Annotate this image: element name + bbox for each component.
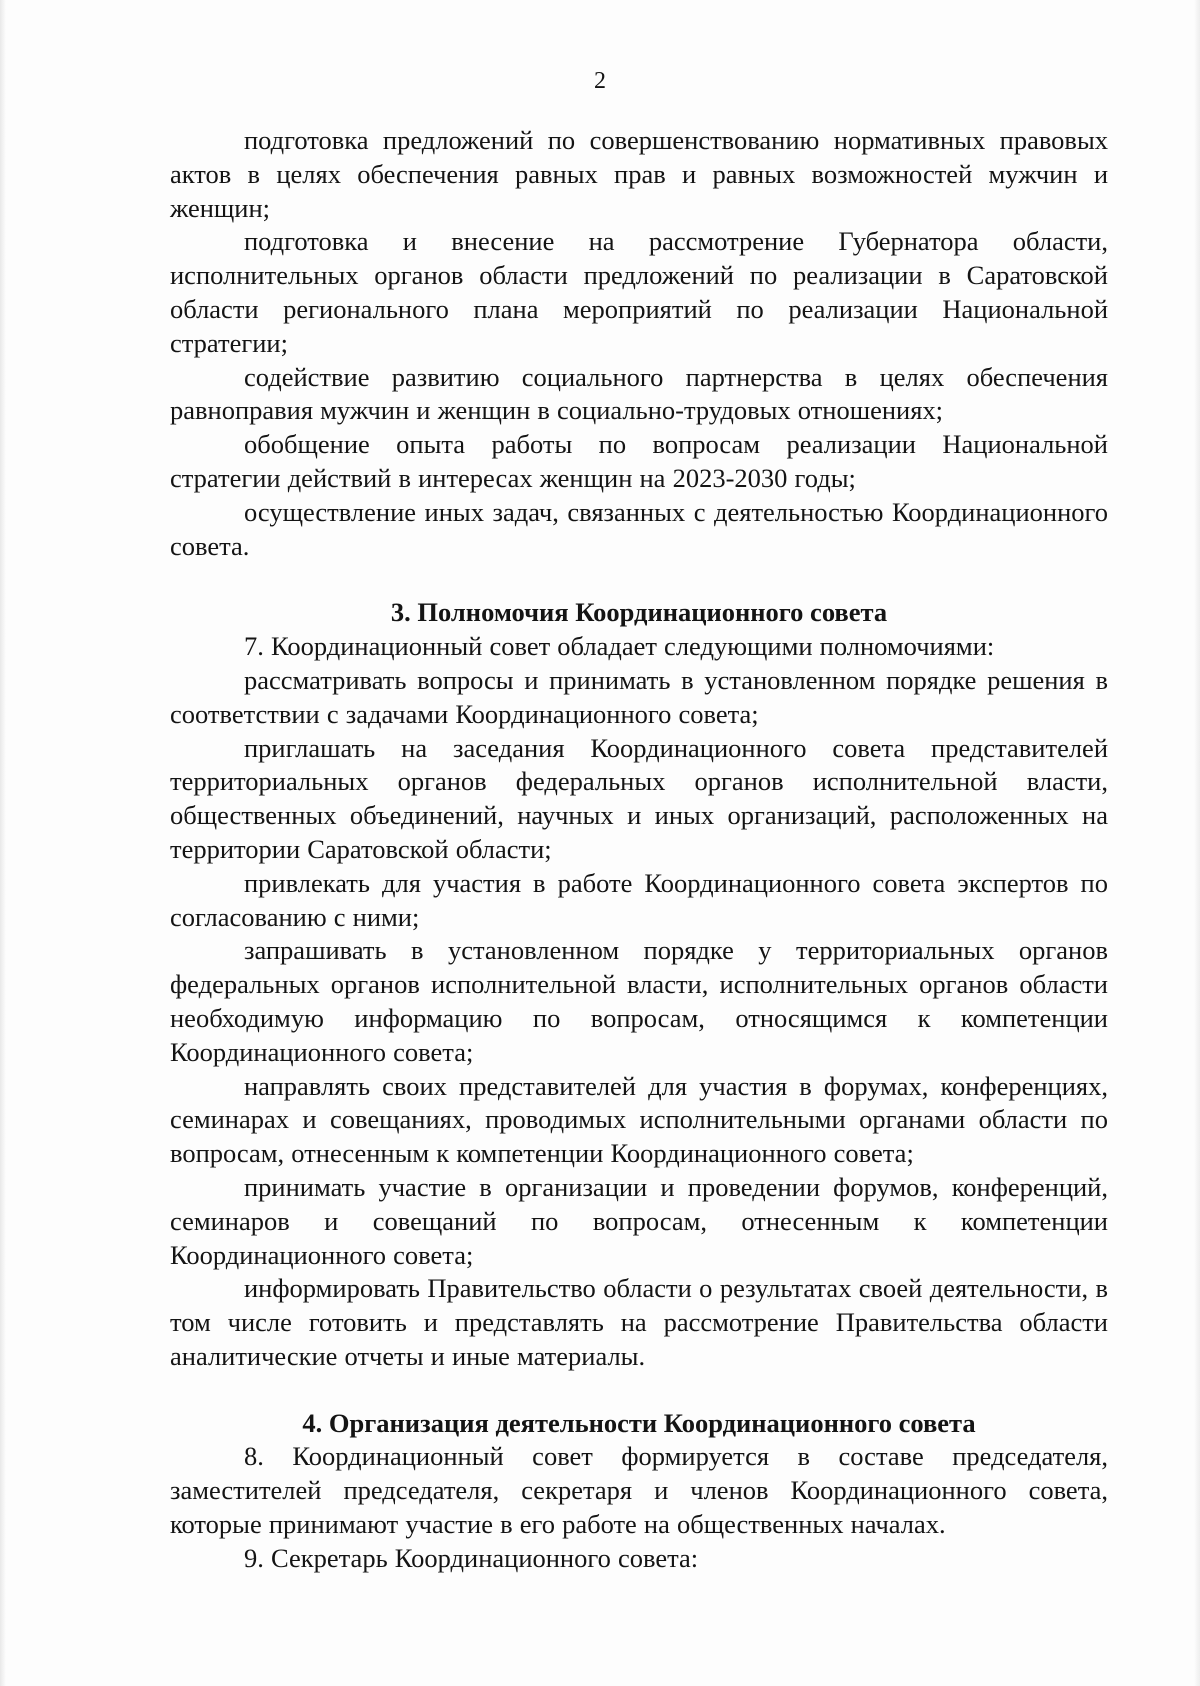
section-heading: 4. Организация деятельности Координационного совета (302, 1407, 976, 1438)
scan-edge-right (1194, 0, 1200, 1686)
paragraph: принимать участие в организации и проведении форумов, конференций, семинаров и совещаний по вопросам, отнесенным к компетенции Координационного совета; (170, 1171, 1108, 1270)
section-spacer (170, 1374, 1108, 1407)
paragraph: 9. Секретарь Координационного совета: (244, 1542, 699, 1573)
paragraph: подготовка предложений по совершенствованию нормативных правовых актов в целях обеспечения равных прав и равных возможностей мужчин и женщин; (170, 125, 1108, 223)
paragraph: запрашивать в установленном порядке у территориальных органов федеральных органов исполнительной власти, исполнительных органов области необходимую информацию по вопросам, относящимся к компетенции Координационного совета; (170, 935, 1108, 1067)
paragraph: направлять своих представителей для участия в форумах, конференциях, семинарах и совещаниях, проводимых исполнительными органами области по вопросам, отнесенным к компетенции Координационного совета; (170, 1070, 1108, 1169)
paragraph: осуществление иных задач, связанных с деятельностью Координационного совета. (170, 496, 1108, 561)
paragraph: рассматривать вопросы и принимать в установленном порядке решения в соответствии с задачами Координационного совета; (170, 664, 1108, 729)
section-heading: 3. Полномочия Координационного совета (390, 597, 888, 628)
paragraph: информировать Правительство области о результатах своей деятельности, в том числе готовить и представлять на рассмотрение Правительства области аналитические отчеты и иные материалы. (170, 1273, 1108, 1371)
paragraph: содействие развитию социального партнерства в целях обеспечения равноправия мужчин и женщин в социально-трудовых отношениях; (170, 361, 1108, 426)
paragraph: обобщение опыта работы по вопросам реализации Национальной стратегии действий в интересах женщин на 2023-2030 годы; (170, 429, 1108, 493)
paragraph: подготовка и внесение на рассмотрение Губернатора области, исполнительных органов области предложений по реализации в Саратовской области регионального плана мероприятий по реализации Национальной стратегии; (170, 226, 1108, 358)
paragraph: приглашать на заседания Координационного совета представителей территориальных органов федеральных органов исполнительной власти, общественных объединений, научных и иных организаций, расположенных на территории Саратовской области; (170, 732, 1108, 864)
scan-edge-left (0, 0, 6, 1686)
paragraph: 8. Координационный совет формируется в составе председателя, заместителей председателя, секретаря и членов Координационного совета, которые принимают участие в его работе на общественных началах. (170, 1441, 1108, 1540)
section-spacer (170, 563, 1108, 596)
page-number: 2 (594, 68, 606, 94)
document-body (170, 124, 1108, 1576)
paragraph: 7. Координационный совет обладает следующими полномочиями: (244, 631, 995, 662)
paragraph: привлекать для участия в работе Координационного совета экспертов по согласованию с ними; (170, 867, 1108, 932)
